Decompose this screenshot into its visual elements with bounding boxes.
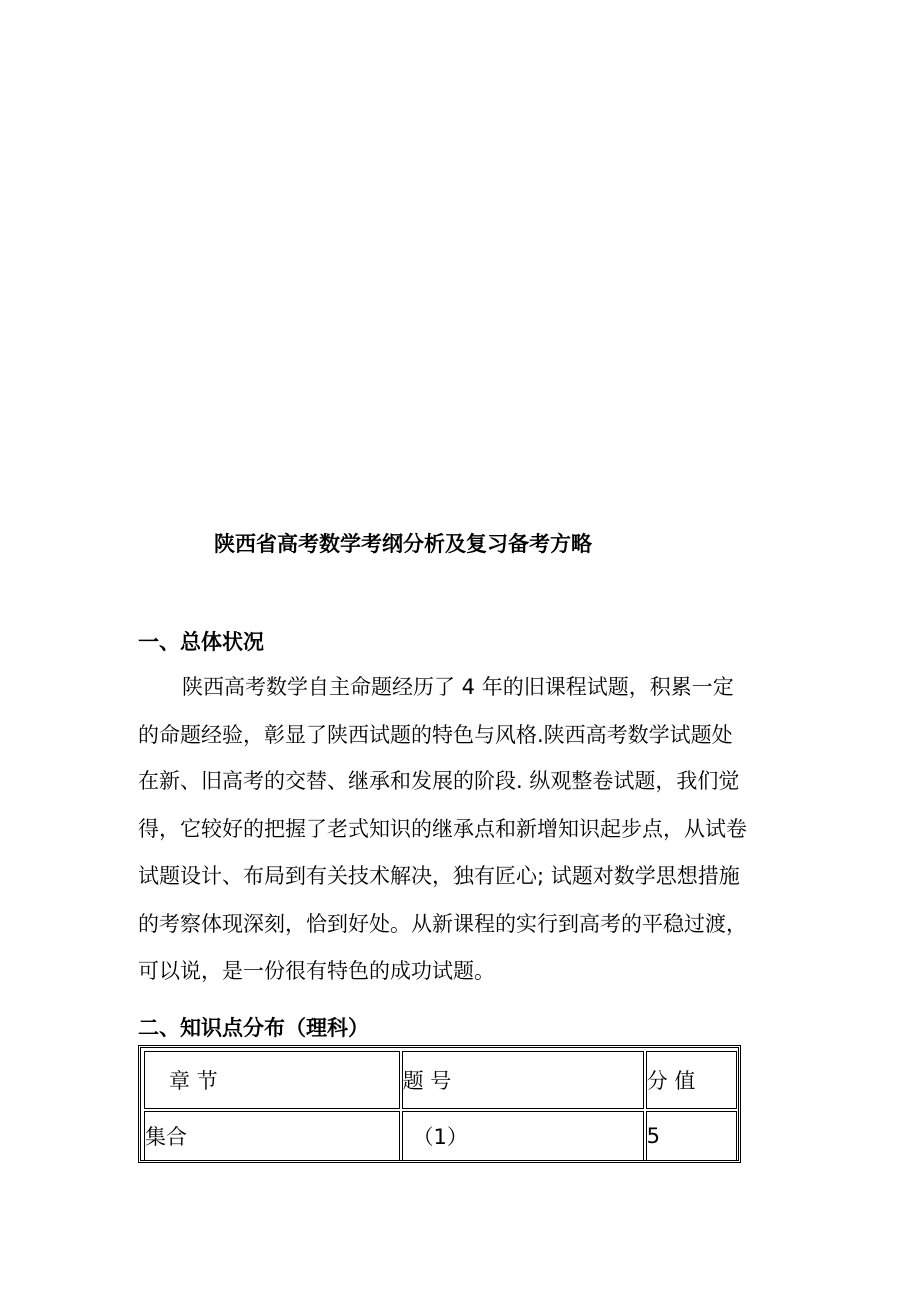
section-heading-overview: 一、总体状况 (138, 630, 264, 654)
table-header-row (144, 1051, 737, 1109)
table-cell: （1） (402, 1111, 644, 1161)
paragraph-line: 试题设计、布局到有关技术解决，独有匠心; 试题对数学思想措施 (138, 864, 740, 888)
document-title: 陕西省高考数学考纲分析及复习备考方略 (214, 532, 592, 556)
section-heading-distribution: 二、知识点分布（理科） (138, 1016, 369, 1040)
table-cell: 5 (646, 1111, 737, 1161)
table-cell: 集合 (144, 1111, 400, 1161)
paragraph-line: 的命题经验，彰显了陕西试题的特色与风格.陕西高考数学试题处 (138, 723, 733, 747)
header-cell-question-number: 题 号 (402, 1051, 644, 1109)
paragraph-line: 陕西高考数学自主命题经历了 4 年的旧课程试题，积累一定 (182, 675, 734, 699)
table-row (144, 1111, 737, 1161)
header-cell-score: 分 值 (646, 1051, 737, 1109)
header-cell-chapter: 章 节 (144, 1051, 400, 1109)
paragraph-line: 可以说，是一份很有特色的成功试题。 (138, 959, 495, 983)
paragraph-line: 得，它较好的把握了老式知识的继承点和新增知识起步点，从试卷 (138, 817, 747, 841)
paragraph-line: 的考察体现深刻，恰到好处。从新课程的实行到高考的平稳过渡， (138, 912, 747, 936)
table (142, 1049, 739, 1163)
knowledge-distribution-table (138, 1045, 741, 1163)
paragraph-line: 在新、旧高考的交替、继承和发展的阶段. 纵观整卷试题，我们觉 (138, 769, 740, 793)
